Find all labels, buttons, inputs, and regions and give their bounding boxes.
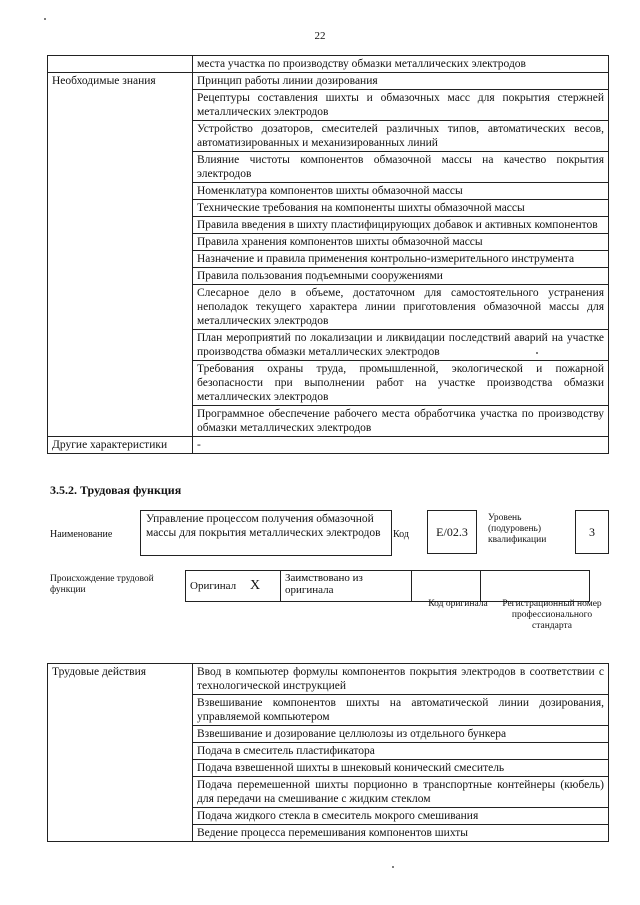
- labor-actions-label: Трудовые действия: [48, 664, 193, 842]
- knowledge-item: Правила хранения компонентов шихты обмазочной массы: [193, 234, 609, 251]
- code-table: [427, 510, 477, 554]
- knowledge-item: Рецептуры составления шихты и обмазочных масс для покрытия стержней металлических электродов: [193, 90, 609, 121]
- knowledge-item: Назначение и правила применения контрольно-измерительного инструмента: [193, 251, 609, 268]
- name-label: Наименование: [50, 529, 113, 540]
- scan-speck: [392, 866, 394, 868]
- labor-actions-table: [47, 663, 609, 842]
- labor-action-item: Взвешивание и дозирование целлюлозы из отдельного бункера: [193, 726, 609, 743]
- labor-action-item: Ведение процесса перемешивания компонентов шихты: [193, 825, 609, 842]
- original-label: Оригинал: [186, 571, 247, 602]
- original-code-caption: Код оригинала: [428, 599, 488, 609]
- function-name-table: [140, 510, 392, 556]
- knowledge-item: Правила пользования подъемными сооружениями: [193, 268, 609, 285]
- knowledge-label: Необходимые знания: [48, 73, 193, 437]
- table-row: [48, 73, 609, 90]
- knowledge-item: Принцип работы линии дозирования: [193, 73, 609, 90]
- table-row: [48, 437, 609, 454]
- origin-label: Происхождение трудовой функции: [50, 574, 154, 595]
- continuation-text: места участка по производству обмазки металлических электродов: [193, 56, 609, 73]
- labor-action-item: Подача в смеситель пластификатора: [193, 743, 609, 760]
- labor-action-item: Ввод в компьютер формулы компонентов покрытия электродов в соответствии с технологической инструкцией: [193, 664, 609, 695]
- registration-number-caption: Регистрационный номер профессионального стандарта: [502, 599, 602, 631]
- registration-number-cell: [481, 571, 590, 602]
- level-table: [575, 510, 609, 554]
- function-name-value: Управление процессом получения обмазочной массы для покрытия металлических электродов: [141, 511, 392, 556]
- code-label: Код: [393, 529, 409, 540]
- qualification-level-value: 3: [576, 511, 609, 554]
- page-number: 22: [314, 30, 326, 42]
- scan-speck: [536, 352, 538, 354]
- scan-speck: [44, 18, 46, 20]
- function-code-value: E/02.3: [428, 511, 477, 554]
- borrowed-label: Заимствовано из оригинала: [281, 571, 412, 602]
- table-row: [48, 664, 609, 695]
- knowledge-item: Требования охраны труда, промышленной, экологической и пожарной безопасности при выполнении работ на участке производства обмазки металлических электродов: [193, 361, 609, 406]
- qualification-level-label: Уровень (подуровень) квалификации: [488, 513, 547, 545]
- original-code-cell: [412, 571, 481, 602]
- labor-action-item: Подача взвешенной шихты в шнековый конический смеситель: [193, 760, 609, 777]
- original-mark: X: [246, 571, 281, 602]
- knowledge-item: Номенклатура компонентов шихты обмазочной массы: [193, 183, 609, 200]
- other-characteristics-label: Другие характеристики: [48, 437, 193, 454]
- knowledge-item: Влияние чистоты компонентов обмазочной массы на качество покрытия электродов: [193, 152, 609, 183]
- labor-action-item: Взвешивание компонентов шихты на автоматической линии дозирования, управляемой компьютером: [193, 695, 609, 726]
- table-row: [48, 56, 609, 73]
- section-title: 3.5.2. Трудовая функция: [50, 483, 182, 497]
- knowledge-item: Устройство дозаторов, смесителей различных типов, автоматических весов, автоматизированных и механизированных линий: [193, 121, 609, 152]
- knowledge-item: Правила введения в шихту пластифицирующих добавок и активных компонентов: [193, 217, 609, 234]
- knowledge-table: [47, 55, 609, 454]
- knowledge-item: Программное обеспечение рабочего места обработчика участка по производству обмазки металлических электродов: [193, 406, 609, 437]
- knowledge-item: План мероприятий по локализации и ликвидации последствий аварий на участке производства обмазки металлических электродов: [193, 330, 609, 361]
- labor-action-item: Подача перемешенной шихты порционно в транспортные контейнеры (кюбель) для передачи на смешивание с жидким стеклом: [193, 777, 609, 808]
- empty-label-cell: [48, 56, 193, 73]
- knowledge-item: Технические требования на компоненты шихты обмазочной массы: [193, 200, 609, 217]
- labor-action-item: Подача жидкого стекла в смеситель мокрого смешивания: [193, 808, 609, 825]
- knowledge-item: Слесарное дело в объеме, достаточном для самостоятельного устранения неполадок текущего характера линии приготовления обмазочной массы для металлических электродов: [193, 285, 609, 330]
- other-characteristics-value: -: [193, 437, 609, 454]
- origin-table: [185, 570, 590, 602]
